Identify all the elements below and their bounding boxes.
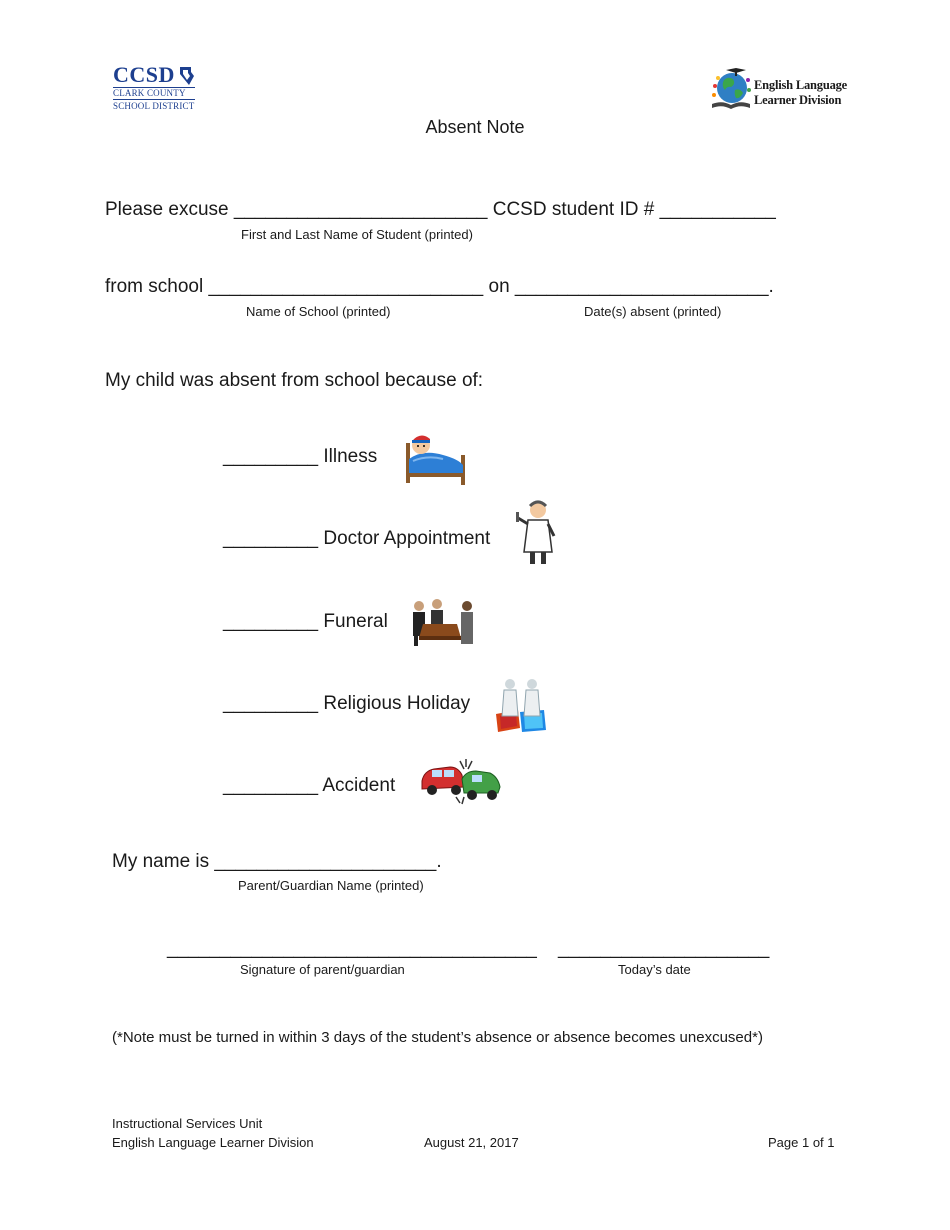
reason-label: Doctor Appointment [323, 528, 491, 549]
prayer-mats-icon [492, 676, 550, 734]
student-name-line: Please excuse ________________________ CCSD student ID # ___________ [105, 199, 776, 220]
school-date-line: from school __________________________ on ________________________. [105, 276, 774, 297]
nevada-state-icon [179, 66, 195, 86]
reason-doctor-appointment [223, 528, 490, 550]
reason-blank: _________ [223, 693, 319, 714]
ell-logo-line1: English Language [754, 78, 848, 92]
reason-blank: _________ [223, 446, 319, 467]
todays-date-caption: Today’s date [618, 962, 691, 977]
school-name-caption: Name of School (printed) [246, 304, 391, 319]
footer-division: English Language Learner Division [112, 1135, 314, 1150]
reason-funeral [223, 611, 388, 633]
parent-name-line: My name is _____________________. [112, 851, 442, 872]
signature-line: ___________________________________ [167, 938, 537, 959]
signature-caption: Signature of parent/guardian [240, 962, 405, 977]
doctor-icon [516, 496, 558, 568]
ccsd-logo [113, 64, 203, 114]
ell-division-logo [710, 66, 848, 112]
globe-book-icon [710, 66, 752, 112]
signature-date-line: ____________________ [558, 938, 770, 959]
reason-label: Religious Holiday [323, 693, 471, 714]
reason-label: Accident [322, 775, 396, 796]
student-name-caption: First and Last Name of Student (printed) [241, 227, 473, 242]
reason-blank: _________ [223, 775, 319, 796]
reason-illness [223, 446, 377, 468]
reason-label: Funeral [323, 611, 388, 632]
reason-label: Illness [323, 446, 378, 467]
ell-logo-line2: Learner Division [754, 93, 842, 107]
footer-unit: Instructional Services Unit [112, 1116, 263, 1131]
submission-note: (*Note must be turned in within 3 days of the student’s absence or absence becomes unexcused*) [112, 1029, 763, 1046]
ccsd-logo-abbr: CCSD [113, 62, 175, 87]
date-absent-caption: Date(s) absent (printed) [584, 304, 722, 319]
ccsd-logo-line1: CLARK COUNTY [113, 88, 186, 98]
reason-religious-holiday [223, 693, 470, 715]
reason-prompt: My child was absent from school because of: [105, 370, 484, 391]
parent-name-caption: Parent/Guardian Name (printed) [238, 878, 424, 893]
page-title: Absent Note [425, 117, 525, 137]
ccsd-logo-line2: SCHOOL DISTRICT [113, 101, 195, 111]
funeral-casket-icon [409, 598, 479, 648]
reason-accident [223, 775, 395, 797]
footer-date: August 21, 2017 [424, 1135, 519, 1150]
reason-blank: _________ [223, 611, 319, 632]
car-crash-icon [420, 757, 502, 805]
reason-blank: _________ [223, 528, 319, 549]
sick-child-in-bed-icon [403, 425, 469, 487]
footer-page-number: Page 1 of 1 [768, 1135, 835, 1150]
